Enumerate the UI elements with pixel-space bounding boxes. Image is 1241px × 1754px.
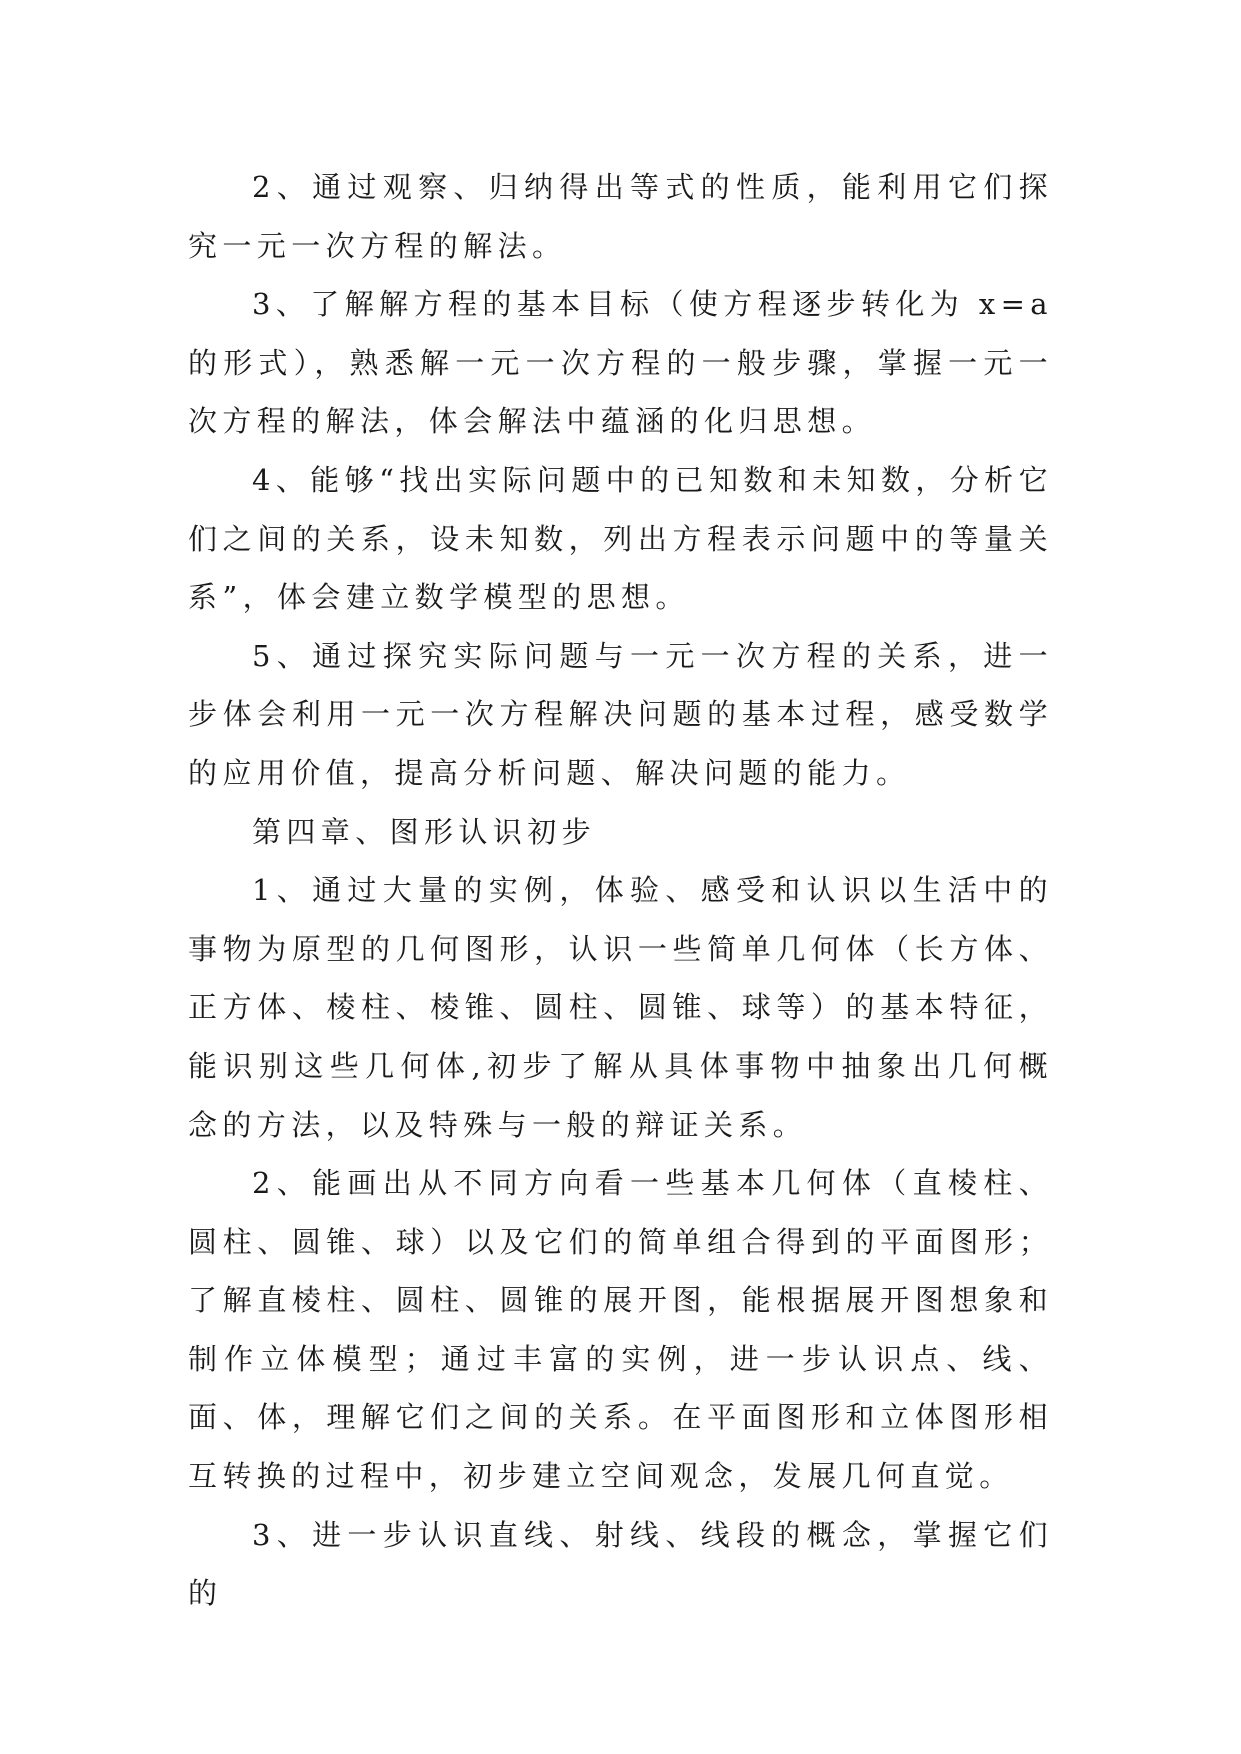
paragraph-geometric-solids: 1、通过大量的实例，体验、感受和认识以生活中的事物为原型的几何图形，认识一些简单几何体（长方体、正方体、棱柱、棱锥、圆柱、圆锥、球等）的基本特征，能识别这些几何体,初步了解从具体事物中抽象出几何概念的方法，以及特殊与一般的辩证关系。 [188, 873, 1053, 1142]
paragraph-lines-rays-segments: 3、进一步认识直线、射线、线段的概念，掌握它们的 [188, 1517, 1053, 1611]
paragraph-equation-properties: 2、通过观察、归纳得出等式的性质，能利用它们探究一元一次方程的解法。 [188, 170, 1053, 263]
paragraph-views-and-nets: 2、能画出从不同方向看一些基本几何体（直棱柱、圆柱、圆锥、球）以及它们的简单组合得到的平面图形；了解直棱柱、圆柱、圆锥的展开图，能根据展开图想象和制作立体模型；通过丰富的实例，进一步认识点、线、面、体，理解它们之间的关系。在平面图形和立体图形相互转换的过程中，初步建立空间观念，发展几何直觉。 [188, 1166, 1053, 1494]
chapter-heading: 第四章、图形认识初步 [252, 814, 597, 849]
paragraph-solving-goal: 3、了解解方程的基本目标（使方程逐步转化为 x=a 的形式），熟悉解一元一次方程的一般步骤，掌握一元一次方程的解法，体会解法中蕴涵的化归思想。 [188, 287, 1053, 439]
paragraph-real-problems: 4、能够“找出实际问题中的已知数和未知数，分析它们之间的关系，设未知数，列出方程表示问题中的等量关系”，体会建立数学模型的思想。 [188, 462, 1053, 615]
paragraph-application-value: 5、通过探究实际问题与一元一次方程的关系，进一步体会利用一元一次方程解决问题的基本过程，感受数学的应用价值，提高分析问题、解决问题的能力。 [188, 638, 1053, 790]
document-body [188, 158, 1053, 1623]
